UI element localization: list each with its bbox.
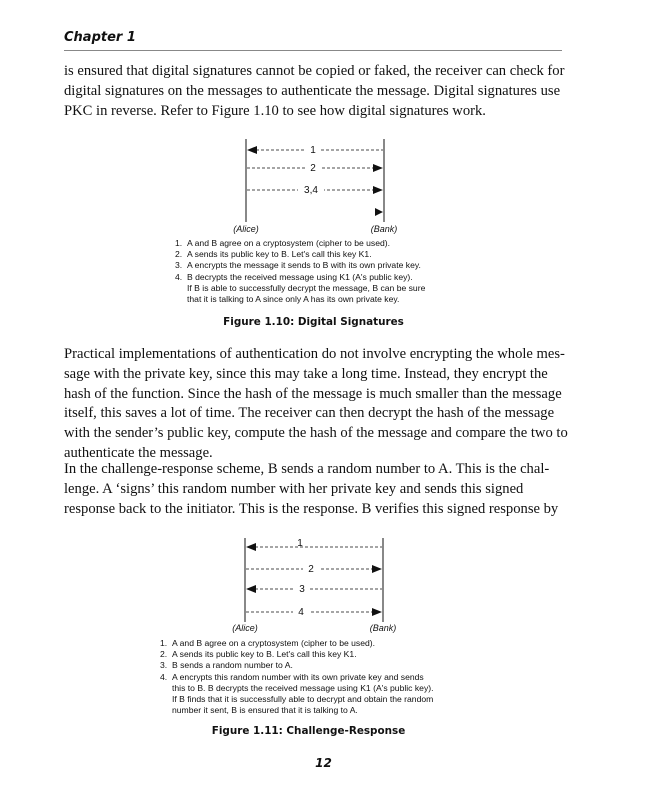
step-continuation: this to B. B decrypts the received message using K1 (A's public key).: [172, 682, 434, 693]
step-item: [160, 672, 520, 683]
alice-label: (Alice): [232, 623, 258, 633]
figure-11-steps: [160, 638, 520, 716]
step-text: A sends its public key to B. Let's call this key K1.: [187, 249, 372, 260]
arrow-3-label: 3,4: [304, 185, 318, 196]
step-number: 2.: [160, 649, 168, 660]
step-text: A encrypts the message it sends to B with its own private key.: [187, 260, 421, 271]
step-item: [160, 660, 520, 671]
step-number: 2.: [175, 249, 183, 260]
arrow-2-head: [372, 565, 382, 573]
figure-10-caption: Figure 1.10: Digital Signatures: [223, 316, 404, 328]
arrow-1-head: [246, 543, 256, 551]
arrow-1-label: 1: [297, 538, 303, 549]
paragraph-line: Practical implementations of authentication do not involve encrypting the whole mes-: [64, 346, 565, 362]
paragraph-line: authenticate the message.: [64, 444, 213, 461]
step-item: [175, 260, 535, 271]
step-text: B sends a random number to A.: [172, 660, 293, 671]
arrow-3-label: 3: [299, 584, 305, 595]
step-continuation: that it is talking to A since only A has its own private key.: [187, 294, 400, 305]
page-number: 12: [315, 756, 332, 770]
arrow-4-head: [375, 208, 383, 216]
arrow-3-head: [373, 186, 383, 194]
step-text: B decrypts the received message using K1 (A's public key).: [187, 271, 413, 282]
step-item: [175, 238, 535, 249]
step-number: 1.: [175, 238, 183, 248]
paragraph-practical: [64, 345, 568, 464]
arrow-4-label: 4: [298, 607, 304, 618]
arrow-4-head: [372, 608, 382, 616]
bank-label: (Bank): [369, 623, 397, 633]
paragraph-challenge: [64, 460, 564, 519]
step-continuation: number it sent, B is ensured that it is talking to A.: [172, 705, 358, 716]
paragraph-line: itself, this saves a lot of time. The receiver can then decrypt the hash of the message: [64, 405, 555, 422]
arrow-2-label: 2: [308, 564, 314, 575]
step-number: 1.: [160, 638, 168, 648]
step-text: A and B agree on a cryptosystem (cipher to be used).: [172, 638, 376, 648]
step-item: [160, 649, 520, 660]
step-item: [175, 249, 535, 260]
arrow-1-label: 1: [310, 145, 316, 156]
step-item: [175, 272, 535, 283]
bank-label: (Bank): [370, 224, 398, 234]
paragraph-line: sage with the private key, since this may take a long time. Instead, they encrypt the: [64, 365, 548, 382]
step-continuation: If B is able to successfully decrypt the message, B can be sure: [187, 282, 426, 293]
arrow-2-head: [373, 164, 383, 172]
step-number: 3.: [175, 260, 183, 271]
paragraph-line: response back to the initiator. This is the response. B verifies this signed response by: [64, 500, 559, 517]
figure-11-diagram: [232, 538, 396, 633]
paragraph-line: PKC in reverse. Refer to Figure 1.10 to see how digital signatures work.: [64, 102, 486, 119]
paragraph-line: with the sender’s public key, compute the hash of the message and compare the two to: [64, 425, 568, 442]
paragraph-line: In the challenge-response scheme, B sends a random number to A. This is the chal-: [64, 461, 550, 477]
alice-label: (Alice): [233, 224, 259, 234]
step-text: A and B agree on a cryptosystem (cipher to be used).: [187, 238, 391, 248]
step-text: A sends its public key to B. Let's call this key K1.: [172, 649, 357, 660]
step-item: [160, 638, 520, 649]
arrow-2-label: 2: [310, 163, 316, 174]
step-number: 4.: [175, 271, 183, 282]
chapter-header: Chapter 1: [64, 30, 136, 45]
paragraph-line: lenge. A ‘signs’ this random number with her private key and sends this signed: [64, 480, 524, 497]
step-number: 4.: [160, 671, 168, 682]
paragraph-line: hash of the function. Since the hash of the message is much smaller than the message: [64, 385, 562, 402]
step-text: A encrypts this random number with its own private key and sends: [172, 671, 424, 682]
step-continuation: If B finds that it is successfully able to decrypt and obtain the random: [172, 694, 434, 705]
figure-10-diagram: [233, 139, 397, 234]
arrow-1-head: [247, 146, 257, 154]
step-number: 3.: [160, 660, 168, 671]
arrow-3-head: [246, 585, 256, 593]
paragraph-line: digital signatures on the messages to authenticate the message. Digital signatures use: [64, 82, 561, 99]
figure-10-steps: [175, 238, 535, 305]
figure-11-caption: Figure 1.11: Challenge-Response: [211, 725, 406, 737]
paragraph-line: is ensured that digital signatures cannot be copied or faked, the receiver can check for: [64, 63, 565, 79]
